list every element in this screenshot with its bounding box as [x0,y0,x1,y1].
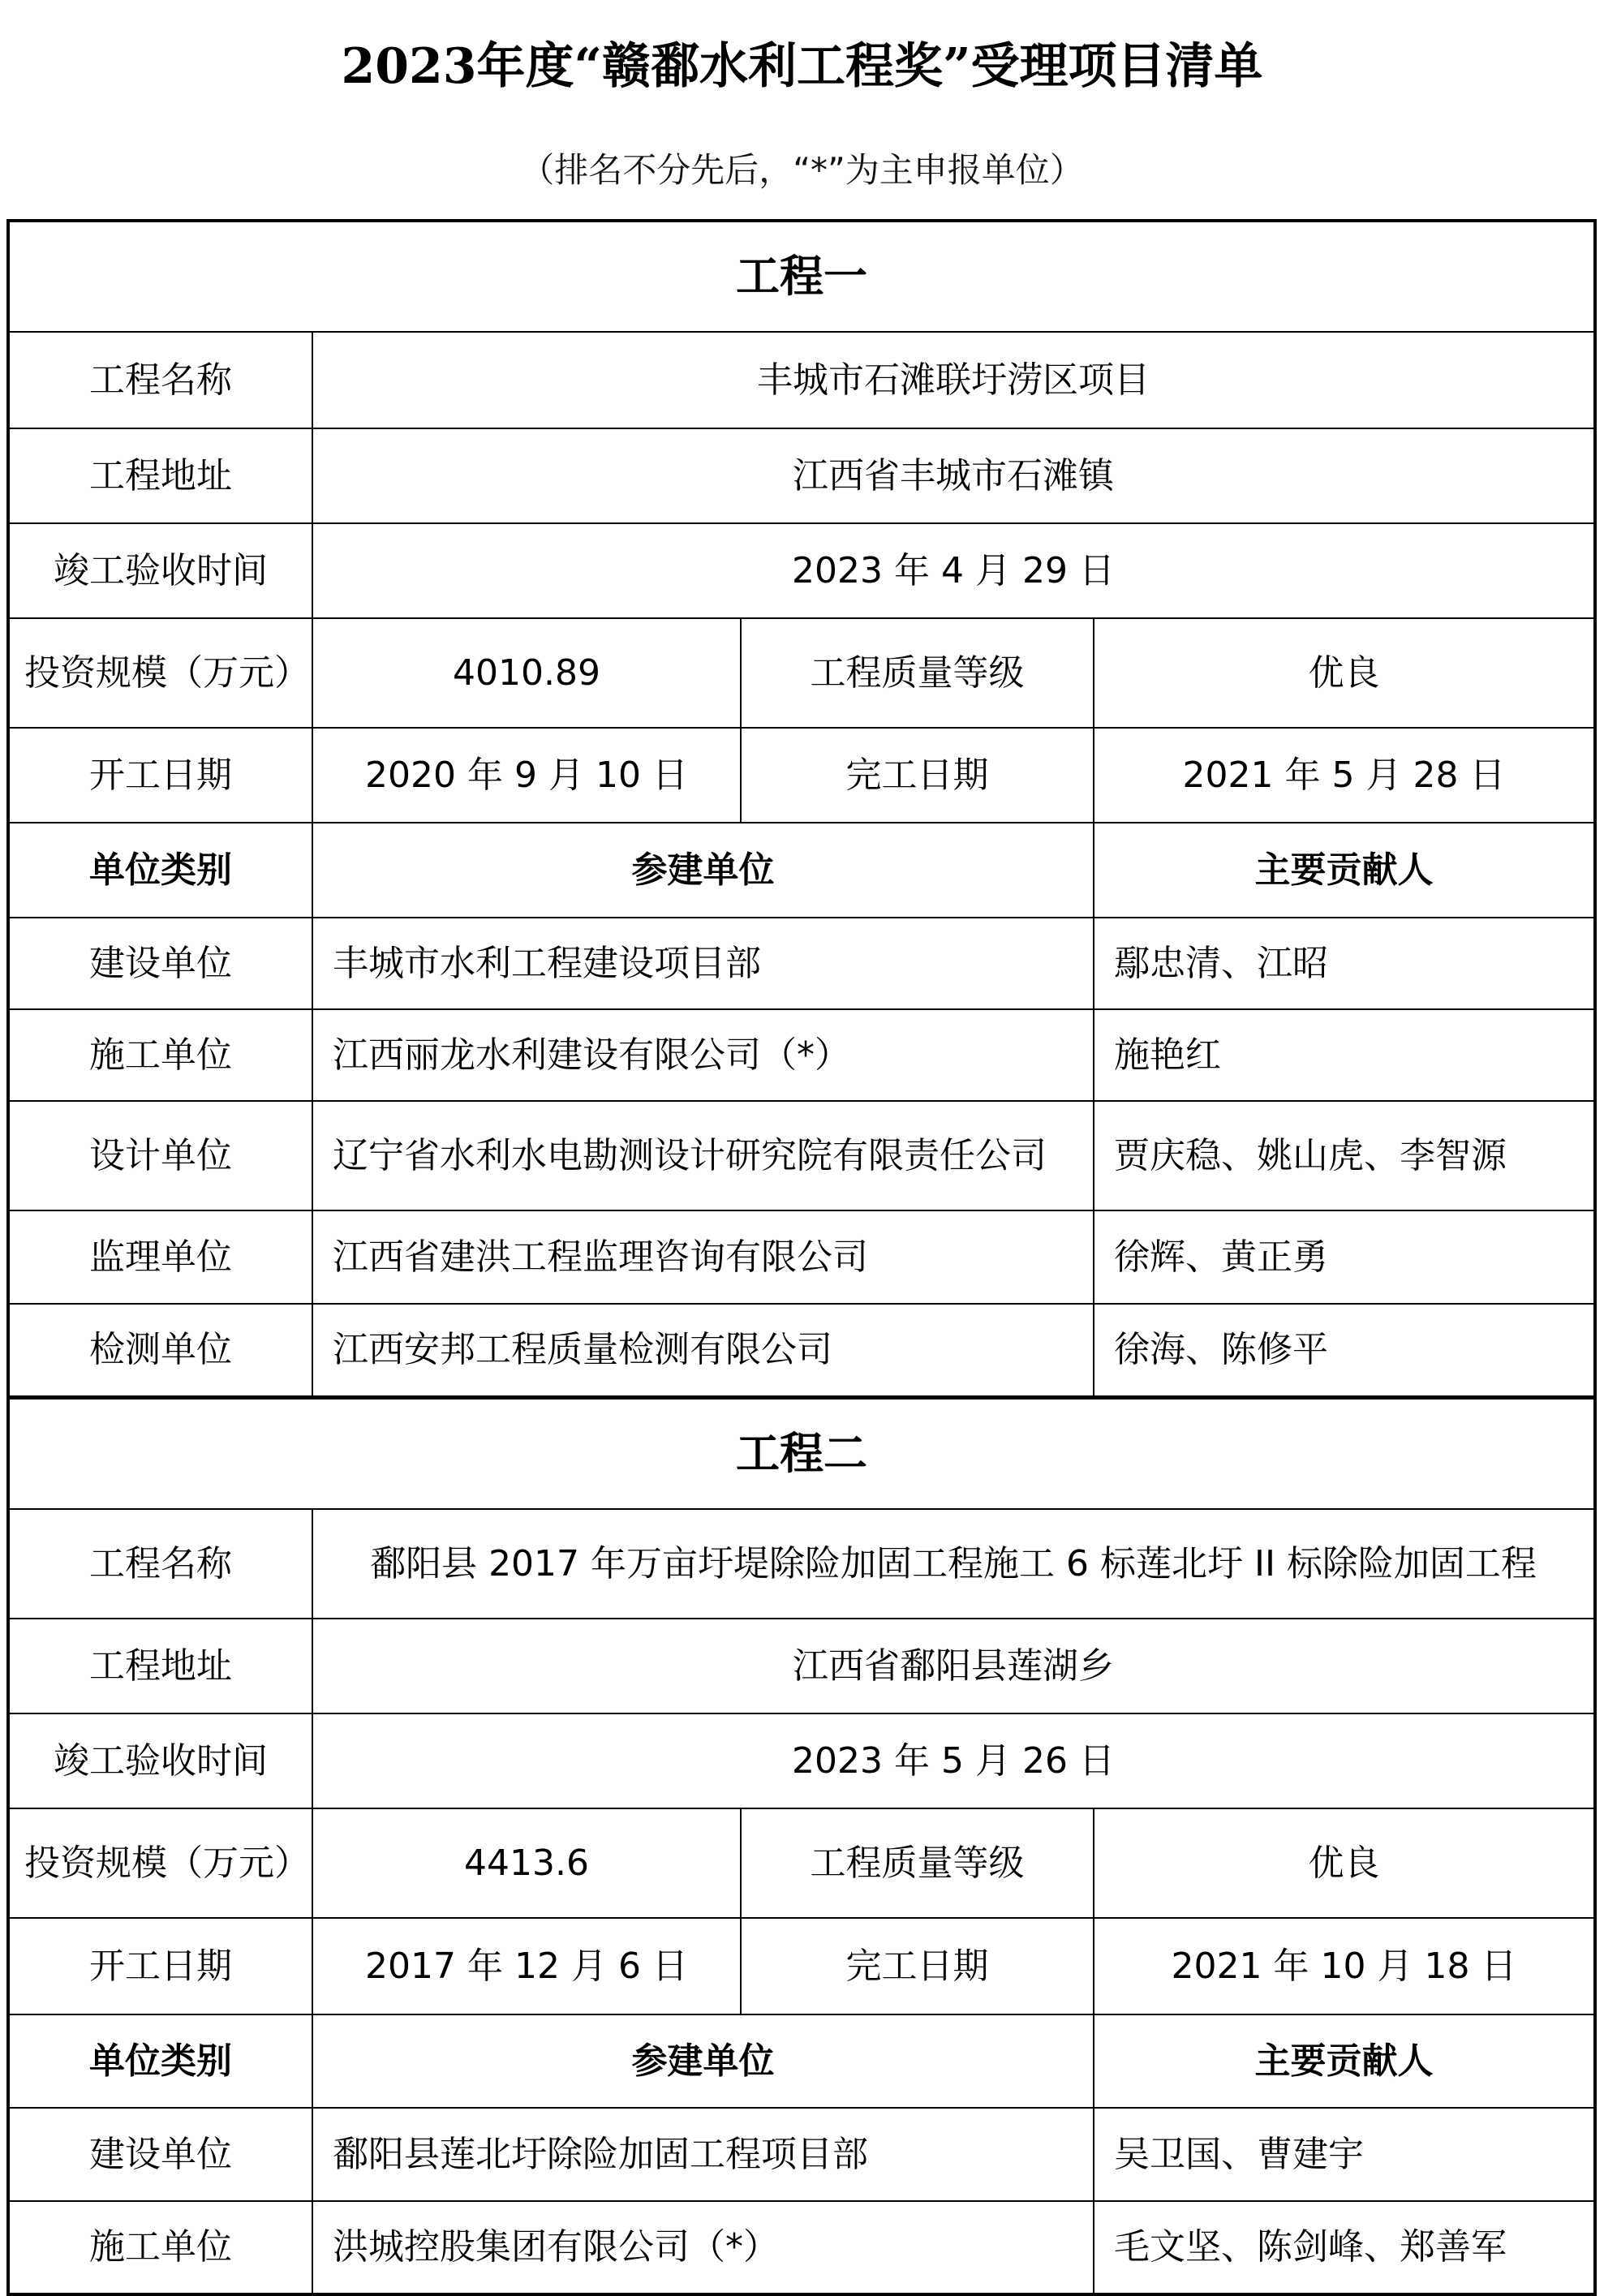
unit-type: 施工单位 [8,2201,312,2294]
unit-people: 徐辉、黄正勇 [1094,1210,1595,1304]
label-acceptance: 竣工验收时间 [8,1713,312,1808]
label-quality: 工程质量等级 [741,618,1094,728]
unit-type: 检测单位 [8,1304,312,1397]
unit-row [8,2201,1595,2294]
unit-name: 洪城控股集团有限公司（*） [312,2201,1094,2294]
header-participants: 参建单位 [312,2014,1094,2108]
header-participants: 参建单位 [312,823,1094,918]
project-table [6,219,1597,2296]
investment-value: 4413.6 [312,1808,741,1918]
unit-name: 辽宁省水利水电勘测设计研究院有限责任公司 [312,1101,1094,1210]
unit-name: 江西安邦工程质量检测有限公司 [312,1304,1094,1397]
table-row [8,1713,1595,1808]
finish-date: 2021 年 5 月 28 日 [1094,728,1595,823]
project-heading: 工程二 [8,1397,1595,1509]
acceptance-date: 2023 年 4 月 29 日 [312,523,1595,618]
unit-row [8,1101,1595,1210]
table-row [8,523,1595,618]
unit-people: 贾庆稳、姚山虎、李智源 [1094,1101,1595,1210]
acceptance-date: 2023 年 5 月 26 日 [312,1713,1595,1808]
unit-type: 建设单位 [8,2108,312,2201]
label-address: 工程地址 [8,428,312,523]
units-header-row [8,2014,1595,2108]
table-row [8,1509,1595,1619]
unit-name: 江西丽龙水利建设有限公司（*） [312,1009,1094,1101]
label-start: 开工日期 [8,728,312,823]
label-investment: 投资规模（万元） [8,1808,312,1918]
unit-people: 毛文坚、陈剑峰、郑善军 [1094,2201,1595,2294]
unit-type: 施工单位 [8,1009,312,1101]
project-heading: 工程一 [8,221,1595,332]
header-unit-type: 单位类别 [8,823,312,918]
header-unit-type: 单位类别 [8,2014,312,2108]
table-row [8,618,1595,728]
label-investment: 投资规模（万元） [8,618,312,728]
unit-row [8,1009,1595,1101]
project-heading-row [8,1397,1595,1509]
label-quality: 工程质量等级 [741,1808,1094,1918]
unit-name: 鄱阳县莲北圩除险加固工程项目部 [312,2108,1094,2201]
unit-type: 设计单位 [8,1101,312,1210]
table-row [8,1918,1595,2014]
finish-date: 2021 年 10 月 18 日 [1094,1918,1595,2014]
quality-value: 优良 [1094,1808,1595,1918]
label-finish: 完工日期 [741,1918,1094,2014]
table-row [8,332,1595,428]
table-row [8,428,1595,523]
project-address: 江西省鄱阳县莲湖乡 [312,1619,1595,1713]
page-subtitle: （排名不分先后，“*”为主申报单位） [520,150,1084,190]
unit-type: 监理单位 [8,1210,312,1304]
label-finish: 完工日期 [741,728,1094,823]
unit-people: 吴卫国、曹建宇 [1094,2108,1595,2201]
project-heading-row [8,221,1595,332]
page-title: 2023年度“赣鄱水利工程奖”受理项目清单 [341,38,1263,95]
unit-name: 江西省建洪工程监理咨询有限公司 [312,1210,1094,1304]
start-date: 2020 年 9 月 10 日 [312,728,741,823]
label-start: 开工日期 [8,1918,312,2014]
header-contributors: 主要贡献人 [1094,823,1595,918]
unit-row [8,2108,1595,2201]
start-date: 2017 年 12 月 6 日 [312,1918,741,2014]
quality-value: 优良 [1094,618,1595,728]
label-name: 工程名称 [8,332,312,428]
table-row [8,1619,1595,1713]
label-name: 工程名称 [8,1509,312,1619]
project-name: 丰城市石滩联圩涝区项目 [312,332,1595,428]
unit-row [8,1210,1595,1304]
unit-row [8,1304,1595,1397]
project-address: 江西省丰城市石滩镇 [312,428,1595,523]
investment-value: 4010.89 [312,618,741,728]
unit-people: 徐海、陈修平 [1094,1304,1595,1397]
table-row [8,728,1595,823]
header-contributors: 主要贡献人 [1094,2014,1595,2108]
units-header-row [8,823,1595,918]
project-name: 鄱阳县 2017 年万亩圩堤除险加固工程施工 6 标莲北圩 II 标除险加固工程 [312,1509,1595,1619]
unit-row [8,918,1595,1009]
label-acceptance: 竣工验收时间 [8,523,312,618]
unit-people: 鄢忠清、江昭 [1094,918,1595,1009]
unit-people: 施艳红 [1094,1009,1595,1101]
table-row [8,1808,1595,1918]
label-address: 工程地址 [8,1619,312,1713]
unit-name: 丰城市水利工程建设项目部 [312,918,1094,1009]
unit-type: 建设单位 [8,918,312,1009]
